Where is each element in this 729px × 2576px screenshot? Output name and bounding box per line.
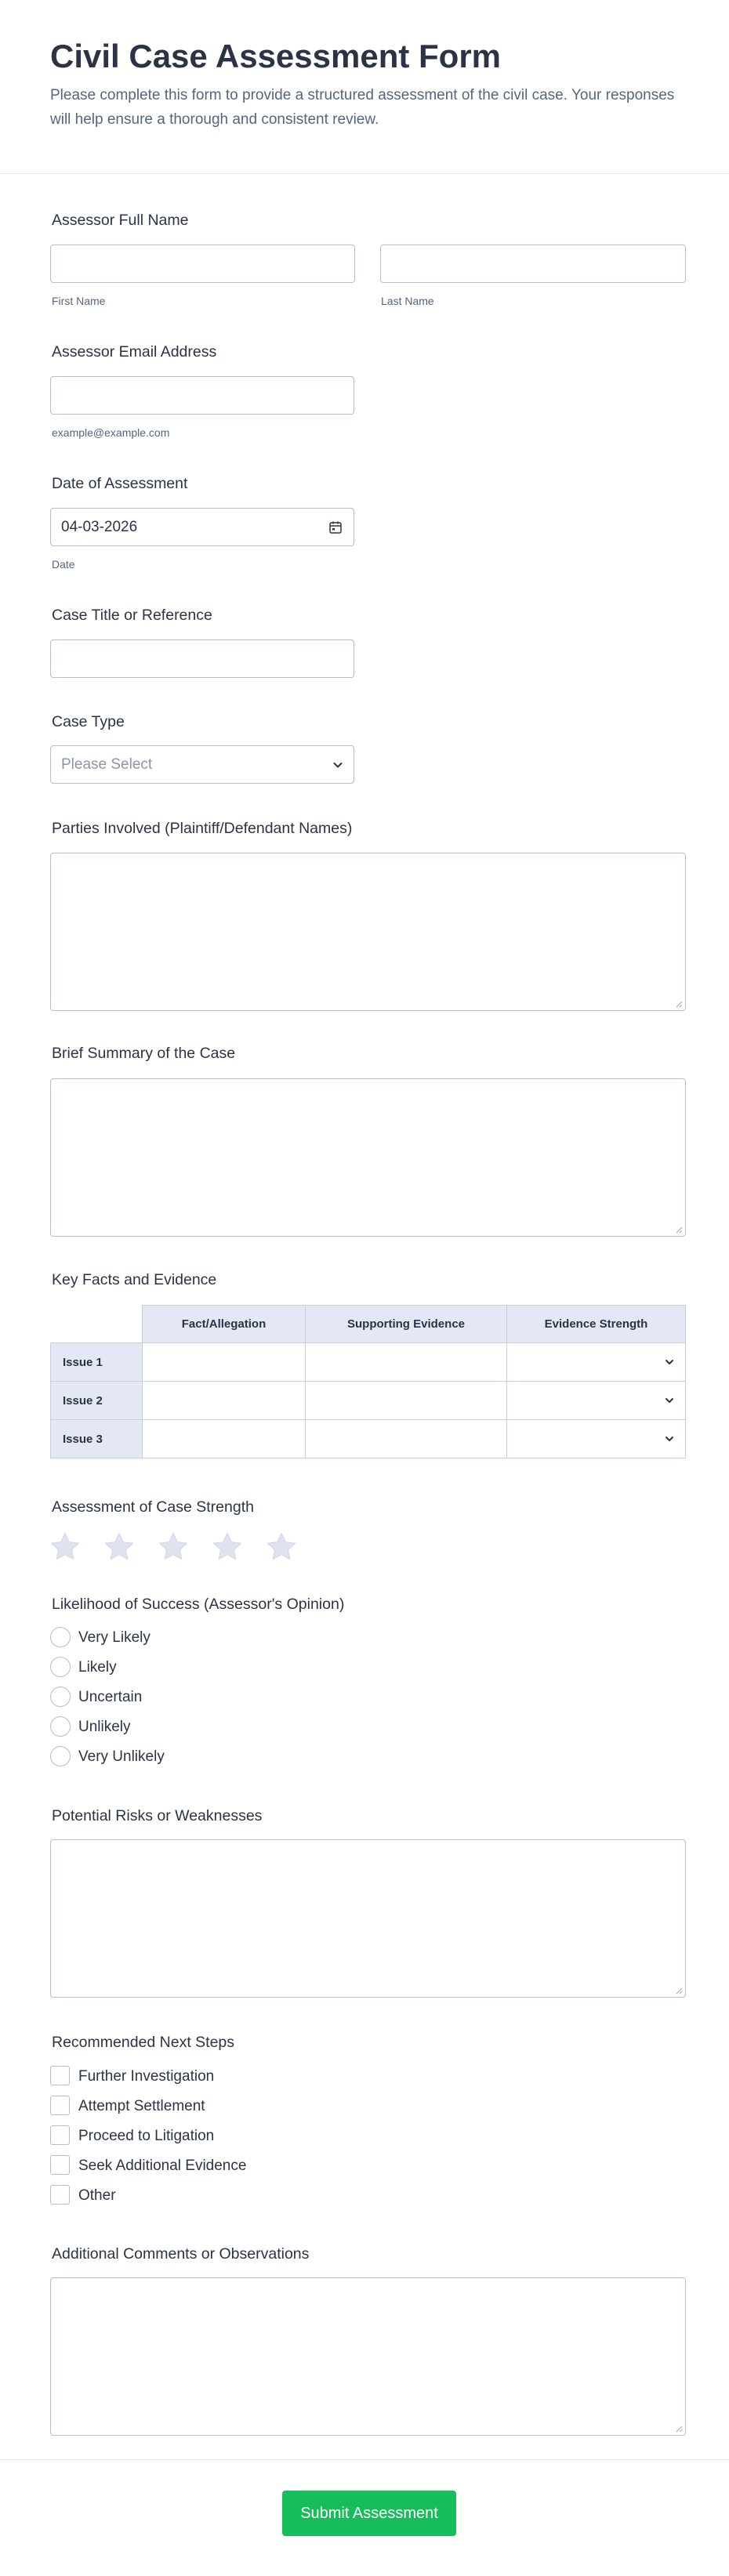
- matrix-row-label: Issue 2: [50, 1381, 143, 1420]
- radio-option-label[interactable]: Uncertain: [78, 1689, 143, 1705]
- form-title: Civil Case Assessment Form: [50, 38, 502, 74]
- checkbox-option-label[interactable]: Attempt Settlement: [78, 2098, 205, 2114]
- radio-option-label[interactable]: Likely: [78, 1659, 117, 1676]
- assessment-date-value: 04-03-2026: [61, 519, 138, 535]
- supporting-evidence-cell[interactable]: [305, 1342, 507, 1382]
- matrix-column-header: Supporting Evidence: [305, 1305, 507, 1343]
- resize-handle-icon[interactable]: [675, 1000, 683, 1008]
- chevron-down-icon: [663, 1356, 676, 1368]
- radio-likely[interactable]: [50, 1657, 71, 1677]
- supporting-evidence-cell[interactable]: [305, 1419, 507, 1458]
- form-subtitle: Please complete this form to provide a structured assessment of the civil case. Your responses will help ensure a thorough and consistent review.: [50, 87, 675, 128]
- comments-textarea[interactable]: [50, 2277, 686, 2436]
- checkbox-option-label[interactable]: Seek Additional Evidence: [78, 2158, 247, 2174]
- footer-divider: [0, 2459, 729, 2460]
- radio-option-label[interactable]: Very Unlikely: [78, 1748, 165, 1765]
- radio-option-label[interactable]: Unlikely: [78, 1719, 131, 1735]
- chevron-down-icon: [663, 1433, 676, 1445]
- checkbox-option-label[interactable]: Proceed to Litigation: [78, 2128, 215, 2144]
- assessment-date-input[interactable]: [50, 508, 354, 546]
- parties-textarea[interactable]: [50, 853, 686, 1011]
- radio-very-likely[interactable]: [50, 1627, 71, 1647]
- key-facts-matrix: [50, 1305, 686, 1462]
- risks-label: Potential Risks or Weaknesses: [52, 1807, 263, 1824]
- first-name-input[interactable]: [50, 245, 355, 283]
- checkbox-option-label[interactable]: Further Investigation: [78, 2068, 215, 2085]
- star-icon[interactable]: [49, 1532, 81, 1562]
- fact-allegation-cell[interactable]: [142, 1419, 306, 1458]
- parties-label: Parties Involved (Plaintiff/Defendant Names): [52, 820, 353, 837]
- email-field[interactable]: [50, 376, 354, 415]
- first-name-sublabel: First Name: [52, 295, 106, 307]
- chevron-down-icon: [332, 759, 344, 771]
- resize-handle-icon[interactable]: [675, 1226, 683, 1234]
- calendar-icon[interactable]: [328, 520, 343, 535]
- case-type-placeholder: Please Select: [61, 756, 153, 773]
- date-sublabel: Date: [52, 558, 75, 571]
- summary-label: Brief Summary of the Case: [52, 1045, 236, 1062]
- star-icon[interactable]: [212, 1532, 243, 1562]
- comments-label: Additional Comments or Observations: [52, 2245, 310, 2263]
- checkbox-option-label[interactable]: Other: [78, 2187, 116, 2204]
- checkbox-attempt-settlement[interactable]: [50, 2096, 70, 2115]
- chevron-down-icon: [663, 1394, 676, 1407]
- last-name-sublabel: Last Name: [381, 295, 434, 307]
- supporting-evidence-cell[interactable]: [305, 1381, 507, 1420]
- evidence-strength-select[interactable]: [506, 1419, 686, 1458]
- assessor-name-label: Assessor Full Name: [52, 212, 189, 229]
- star-icon[interactable]: [158, 1532, 189, 1562]
- matrix-row-label: Issue 3: [50, 1419, 143, 1458]
- star-icon[interactable]: [266, 1532, 297, 1562]
- assessment-date-label: Date of Assessment: [52, 475, 188, 492]
- matrix-row-label: Issue 1: [50, 1342, 143, 1382]
- resize-handle-icon[interactable]: [675, 1987, 683, 1994]
- submit-button[interactable]: Submit Assessment: [282, 2491, 456, 2536]
- matrix-column-header: Fact/Allegation: [142, 1305, 306, 1343]
- key-facts-label: Key Facts and Evidence: [52, 1271, 217, 1288]
- evidence-strength-select[interactable]: [506, 1342, 686, 1382]
- resize-handle-icon[interactable]: [675, 2425, 683, 2433]
- radio-very-unlikely[interactable]: [50, 1746, 71, 1766]
- next-steps-label: Recommended Next Steps: [52, 2034, 235, 2051]
- assessor-email-label: Assessor Email Address: [52, 343, 217, 360]
- case-type-select[interactable]: [50, 745, 354, 784]
- star-icon[interactable]: [103, 1532, 135, 1562]
- fact-allegation-cell[interactable]: [142, 1381, 306, 1420]
- matrix-column-header: Evidence Strength: [506, 1305, 686, 1343]
- form-header: [0, 0, 729, 174]
- last-name-input[interactable]: [380, 245, 686, 283]
- case-strength-label: Assessment of Case Strength: [52, 1498, 254, 1516]
- summary-textarea[interactable]: [50, 1078, 686, 1237]
- email-sublabel: example@example.com: [52, 426, 170, 439]
- checkbox-seek-additional-evidence[interactable]: [50, 2155, 70, 2175]
- fact-allegation-cell[interactable]: [142, 1342, 306, 1382]
- radio-option-label[interactable]: Very Likely: [78, 1629, 151, 1646]
- checkbox-proceed-to-litigation[interactable]: [50, 2125, 70, 2145]
- case-title-label: Case Title or Reference: [52, 607, 212, 624]
- evidence-strength-select[interactable]: [506, 1381, 686, 1420]
- case-title-input[interactable]: [50, 639, 354, 678]
- radio-uncertain[interactable]: [50, 1687, 71, 1707]
- checkbox-other[interactable]: [50, 2185, 70, 2205]
- checkbox-further-investigation[interactable]: [50, 2066, 70, 2085]
- radio-unlikely[interactable]: [50, 1716, 71, 1737]
- risks-textarea[interactable]: [50, 1839, 686, 1998]
- likelihood-label: Likelihood of Success (Assessor's Opinion): [52, 1596, 345, 1613]
- case-type-label: Case Type: [52, 713, 125, 730]
